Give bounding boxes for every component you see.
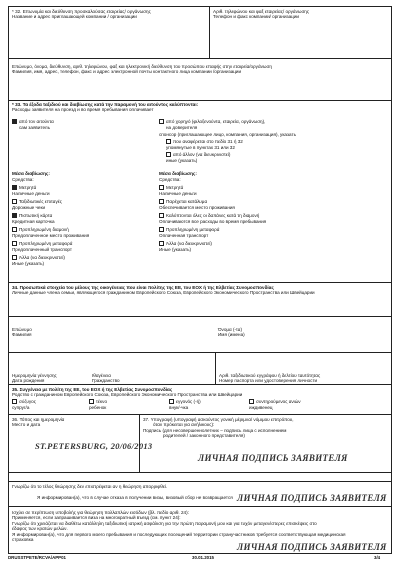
- means-left-other[interactable]: [12, 255, 65, 260]
- family-dob-label-el: Ημερομηνία γέννησης: [12, 373, 57, 378]
- relation-grandchild-label-el: εγγονός (-ή): [176, 399, 201, 404]
- sponsor-field-ref-label-el: που αναφέρεται στο πεδίο 31 ή 32: [173, 139, 243, 144]
- travellers-cheques-label-el: Ταξιδιωτικές επιταγές: [19, 199, 63, 204]
- other-means-checkbox[interactable]: [12, 255, 17, 260]
- family-firstname-label-ru: Имя (имена): [218, 332, 245, 338]
- means-right-all-expenses[interactable]: [159, 213, 259, 218]
- cash-label-el: Μετρητά: [19, 185, 37, 190]
- means-right-subtitle: Средства:: [159, 177, 181, 182]
- other-means-label-el: Άλλα (να διευκρινιστεί): [19, 255, 65, 260]
- section-36-cell[interactable]: [9, 415, 153, 472]
- section-32-cell[interactable]: [9, 7, 209, 58]
- section-33-subtitle: Расходы заявителя на проезд и во время пребывания оплачивает: [12, 107, 154, 113]
- insurance-line-6: страховка: [12, 537, 34, 543]
- section-35-row: [9, 385, 391, 415]
- section-35-cell: [9, 385, 391, 414]
- sponsor-field-ref-label-ru: упомянутые в пунктах 31 или 32: [166, 145, 235, 150]
- sponsor-cash-label-ru: Наличные деньги: [159, 191, 197, 196]
- section-34-title: 34. Προσωπικά στοιχεία του μέλους της οικογένειας που είναι πολίτης της ΕΕ, του ΕΟΧ ή της Ελβετίας Συνομοσπονδίας: [12, 285, 274, 290]
- payer-other-label-ru: иные (указать): [166, 158, 198, 163]
- section-37-line2: όταν πρόκειται για ανήλικους):: [153, 422, 215, 428]
- section-33-header-cell: [9, 101, 391, 113]
- relation-child-option[interactable]: [89, 399, 107, 404]
- relation-grandchild-label-ru: внук/-чка: [169, 405, 189, 410]
- family-surname-label-ru: Фамилия: [12, 332, 32, 338]
- means-left-cash[interactable]: [12, 185, 36, 190]
- insurance-line-3: Γνωρίζω ότι χρειάζεται να διαθέτω κατάλληλη ταξιδιωτική ιατρική ασφάλιση για την πρώτη παραμονή μου και για τυχόν μεταγενέστερες επισκέψεις στο: [12, 520, 317, 526]
- footer-form-code: DRUSSTPETE/RCVA/APP01: [8, 555, 66, 560]
- payer-other-checkbox[interactable]: [166, 152, 171, 157]
- section-34-row: [9, 283, 391, 317]
- means-left-title: Μέσα διαβίωσης:: [12, 171, 50, 176]
- relation-dependent-label-el: συντηρούμενος ανιών: [256, 399, 301, 404]
- payer-self-checkbox[interactable]: [12, 119, 17, 124]
- section-33-title: * 33. Τα έξοδα ταξιδιού και διαβίωσης κατά την παραμονή του αιτούντος καλύπτονται:: [12, 102, 199, 107]
- cash-checkbox[interactable]: [12, 185, 17, 190]
- relation-dependent-label-ru: иждивенец: [249, 405, 273, 410]
- means-right-accommodation[interactable]: [159, 199, 207, 204]
- prepaid-accommodation-label-ru: Предоплаченное место проживания: [12, 233, 90, 238]
- family-nationality-field[interactable]: [89, 353, 215, 384]
- fee-line-ru: Я информирован(а), что в случае отказа в получении визы, визовый сбор не возвращается: [37, 495, 233, 500]
- applicant-signature: ЛИЧНАЯ ПОДПИСЬ ЗАЯВИТЕЛЯ: [198, 453, 348, 463]
- section-35-title: 35. Συγγένεια με πολίτη της ΕΕ, του ΕΟΧ ή της Ελβετίας Συνομοσπονδίας: [12, 387, 173, 392]
- place-date-value: ST.PETERSBURG, 20/06/2013: [35, 441, 153, 451]
- insurance-signature: ЛИЧНАЯ ПОДПИСЬ ЗАЯВИТЕЛЯ: [237, 542, 387, 552]
- section-37-title: 37. Υπογραφή (υπογραφή ασκούντος γονική μέριμνα/ νόμιμου επιτρόπου,: [143, 417, 294, 422]
- travellers-cheques-checkbox[interactable]: [12, 199, 17, 204]
- family-nationality-label-el: Ιθαγένεια: [92, 373, 111, 378]
- all-expenses-checkbox[interactable]: [159, 213, 164, 218]
- accommodation-provided-checkbox[interactable]: [159, 199, 164, 204]
- section-34-subtitle: Личные данные члена семьи, являющегося гражданином Европейского Союза, Европейского Экономического Пространства или Швейцарии: [12, 290, 315, 296]
- prepaid-transport-checkbox[interactable]: [12, 241, 17, 246]
- insurance-line-4: έδαφος των κρατών μελών.: [12, 526, 68, 532]
- section-35-subtitle: Родство с гражданином Европейского Союза, Европейского Экономического Пространства или Швейцарии: [12, 392, 243, 398]
- travellers-cheques-label-ru: Дорожные чеки: [12, 205, 46, 210]
- means-left-subtitle: Средства:: [12, 177, 34, 182]
- relation-grandchild-option[interactable]: [169, 399, 201, 404]
- relation-dependent-checkbox[interactable]: [249, 399, 254, 404]
- contact-person-row[interactable]: [9, 59, 391, 101]
- section-33-right: [139, 115, 391, 282]
- sponsor-other-label-ru: Иные (указать): [159, 247, 191, 252]
- insurance-line-5: Я информирован(а), что для первого моего пребывания и последующих посещений территории странучастников требуется соответствующая медицинская: [12, 531, 346, 537]
- section-32-title: * 32. Επωνυμία και διεύθυνση προσκαλούσας εταιρείας/ οργάνωσης: [12, 9, 151, 14]
- prepaid-transport-label-el: Προπληρωμένη μεταφορά: [19, 241, 73, 246]
- relation-child-checkbox[interactable]: [89, 399, 94, 404]
- credit-card-checkbox[interactable]: [12, 213, 17, 218]
- section-37-line4: родителей / законного представителя): [163, 433, 245, 439]
- other-means-label-ru: Иные (указать): [12, 261, 44, 266]
- prepaid-accommodation-label-el: Προπληρωμένη διαμονή: [19, 227, 69, 232]
- sponsor-field-ref-el[interactable]: [166, 139, 243, 144]
- footer-page-number: 3/4: [374, 555, 381, 560]
- application-form-page: [8, 6, 392, 554]
- family-document-field[interactable]: [215, 353, 391, 384]
- relation-child-label-el: τέκνο: [96, 399, 108, 404]
- relation-spouse-label-el: σύζυγος: [19, 399, 36, 404]
- payer-self-option[interactable]: [12, 119, 54, 124]
- family-document-label-ru: Номер паспорта или удостоверения личности: [219, 378, 318, 384]
- sponsor-cash-checkbox[interactable]: [159, 185, 164, 190]
- family-dob-field[interactable]: [9, 353, 89, 384]
- credit-card-label-el: Πιστωτική κάρτα: [19, 213, 53, 218]
- fee-line-el: Γνωρίζω ότι το τέλος θεώρησης δεν επιστρέφεται αν η θεώρηση απορριφθεί.: [12, 484, 168, 489]
- family-dob-label-ru: Дата рождения: [12, 378, 45, 384]
- insurance-row: [9, 507, 391, 553]
- footer-date: 30.01.2015: [192, 555, 214, 560]
- insurance-line-2: Применяется, если запрашивается виза на многократный въезд (см. пункт 24):: [12, 515, 181, 521]
- org-phone-title: Αριθ. τηλεφώνου και φαξ εταιρείας/ οργάνωσης: [213, 9, 310, 14]
- contact-person-title: Επώνυμο, όνομα, διεύθυνση, αριθ. τηλεφώνου, φαξ και ηλεκτρονική διεύθυνση του προσώπου επαφής στην εταιρεία/οργάνωση: [12, 64, 272, 69]
- fee-acknowledgement-row: [9, 481, 391, 507]
- means-left-credit-card[interactable]: [12, 213, 52, 218]
- section-33-body: [9, 113, 391, 283]
- sponsor-prepaid-transport-label-ru: Оплаченная транспорт: [159, 233, 209, 238]
- sponsor-other-checkbox[interactable]: [159, 241, 164, 246]
- section-32-subtitle: Название и адрес приглашающей компании / организации: [12, 14, 137, 20]
- means-right-cash[interactable]: [159, 185, 183, 190]
- family-firstname-label-el: Όνομα (-τα): [218, 327, 242, 332]
- org-phone-cell[interactable]: [209, 7, 391, 58]
- sponsor-specify-label: спонсор (приглашающее лицо, компания, организация), указать: [159, 132, 296, 137]
- org-phone-subtitle: Телефон и факс компании/ организации: [213, 14, 299, 20]
- section-34-cell: [9, 283, 391, 316]
- means-left-travellers-cheques[interactable]: [12, 199, 62, 204]
- relation-spouse-checkbox[interactable]: [12, 399, 17, 404]
- family-surname-label-el: Επώνυμο: [12, 327, 32, 332]
- payer-sponsor-option[interactable]: [159, 119, 265, 124]
- accommodation-provided-label-el: Παρέχεται κατάλυμα: [166, 199, 208, 204]
- relation-child-label-ru: ребенок: [89, 405, 107, 410]
- payer-other-option[interactable]: [166, 152, 230, 157]
- sponsor-prepaid-transport-checkbox[interactable]: [159, 227, 164, 232]
- all-expenses-label-ru: Оплачиваются все расходы во время пребывания: [159, 219, 267, 224]
- means-left-prepaid-accommodation[interactable]: [12, 227, 69, 232]
- section-32-row: [9, 7, 391, 59]
- means-right-other[interactable]: [159, 241, 212, 246]
- sponsor-other-label-el: Άλλα (να διευκρινιστεί): [166, 241, 212, 246]
- section-37-line3: Подпись (для несовершеннолетних – подпись лица с исполнением: [143, 427, 287, 433]
- payer-other-label-el: από άλλον (να διευκρινιστεί): [173, 152, 231, 157]
- section-33-left: [9, 115, 139, 282]
- means-left-prepaid-transport[interactable]: [12, 241, 72, 246]
- section-36-37-row: [9, 415, 391, 473]
- prepaid-transport-label-ru: Предоплаченный транспорт: [12, 247, 72, 252]
- payer-self-label-ru: сам заявитель: [19, 125, 50, 130]
- payer-sponsor-label-el: από χορηγό (φιλοξενούντα, εταιρεία, οργάνωση),: [166, 119, 266, 124]
- payer-self-label-el: από τον αιτούντα: [19, 119, 54, 124]
- contact-person-cell: [9, 59, 391, 100]
- cash-label-ru: Наличные деньги: [12, 191, 50, 196]
- family-id-row: [9, 353, 391, 385]
- sponsor-cash-label-el: Μετρητά: [166, 185, 184, 190]
- relation-grandchild-checkbox[interactable]: [169, 399, 174, 404]
- section-36-title: 36. Τόπος και ημερομηνία: [12, 417, 65, 422]
- section-36-subtitle: Место и дата: [12, 422, 41, 428]
- payer-sponsor-label-ru: на доверителя: [166, 125, 198, 130]
- all-expenses-label-el: Καλύπτονται όλες οι δαπάνες κατά τη διαμονή: [166, 213, 260, 218]
- contact-person-subtitle: Фамилия, имя, адрес, телефон, факс и адрес электронной почты контактного лица компании /организации: [12, 69, 242, 75]
- family-name-row: [9, 317, 391, 353]
- section-33-header: [9, 101, 391, 113]
- family-surname-field[interactable]: [9, 317, 215, 352]
- relation-spouse-option[interactable]: [12, 399, 36, 404]
- family-document-label-el: Αριθ. ταξιδιωτικού εγγράφου ή δελτίου ταυτότητας: [219, 373, 321, 378]
- sponsor-field-ref-checkbox[interactable]: [166, 139, 171, 144]
- sponsor-prepaid-transport-label-el: Προπληρωμένη μεταφορά: [166, 227, 220, 232]
- relation-dependent-option[interactable]: [249, 399, 301, 404]
- fee-signature: ЛИЧНАЯ ПОДПИСЬ ЗАЯВИТЕЛЯ: [237, 493, 387, 503]
- relation-spouse-label-ru: супруг/а: [12, 405, 30, 410]
- credit-card-label-ru: Кредитная карточка: [12, 219, 55, 224]
- family-nationality-label-ru: Гражданство: [92, 378, 120, 384]
- insurance-cell: [9, 507, 391, 553]
- prepaid-accommodation-checkbox[interactable]: [12, 227, 17, 232]
- means-right-title: Μέσα διαβίωσης:: [159, 171, 197, 176]
- means-right-prepaid-transport[interactable]: [159, 227, 219, 232]
- accommodation-provided-label-ru: Обеспечивается место проживания: [159, 205, 235, 210]
- payer-sponsor-checkbox[interactable]: [159, 119, 164, 124]
- insurance-line-1: Ισχύει σε περίπτωση υποβολής για θεώρηση πολλαπλών εισόδων (βλ. πεδίο αριθ. 24):: [12, 510, 189, 515]
- fee-acknowledgement-cell: [9, 482, 391, 506]
- section-37-cell[interactable]: [139, 415, 391, 472]
- family-firstname-field[interactable]: [215, 317, 391, 352]
